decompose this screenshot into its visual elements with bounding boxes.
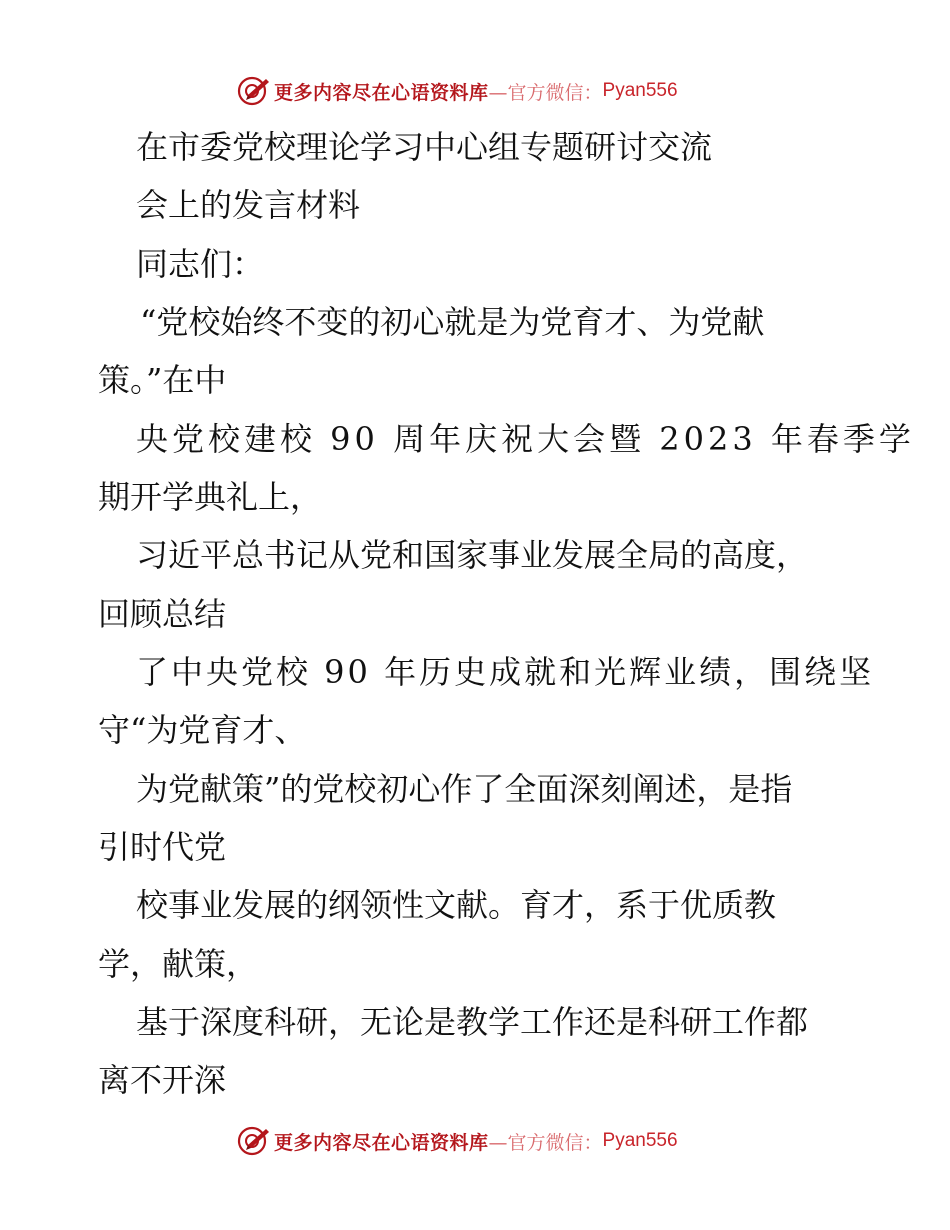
doc-line: 策。”在中: [98, 361, 227, 399]
doc-line: 了中央党校 90 年历史成就和光辉业绩，围绕坚: [136, 653, 875, 691]
pen-logo-icon: [236, 1123, 272, 1159]
doc-line: 学，献策，: [98, 945, 259, 983]
doc-line: 校事业发展的纲领性文献。育才，系于优质教: [136, 886, 777, 924]
doc-line: 引时代党: [98, 828, 227, 866]
pen-logo-icon: [236, 73, 272, 109]
watermark-wechat-id: Pyan556: [602, 1130, 678, 1151]
doc-line: 守“为党育才、: [98, 711, 307, 749]
watermark-separator-text: —官方微信：: [488, 81, 603, 104]
watermark-main-text: 更多内容尽在心语资料库: [274, 81, 489, 104]
doc-line: 回顾总结: [98, 595, 227, 633]
doc-line: 习近平总书记从党和国家事业发展全局的高度，: [136, 536, 809, 574]
watermark-header: [236, 73, 678, 109]
watermark-wechat-id: Pyan556: [602, 80, 678, 101]
watermark-main-text: 更多内容尽在心语资料库: [274, 1131, 489, 1154]
watermark-separator-text: —官方微信：: [488, 1131, 603, 1154]
doc-line: “党校始终不变的初心就是为党育才、为党献: [140, 303, 765, 341]
doc-line: 离不开深: [98, 1061, 227, 1099]
doc-line: 为党献策”的党校初心作了全面深刻阐述，是指: [136, 770, 793, 808]
doc-line: 央党校建校 90 周年庆祝大会暨 2023 年春季学: [136, 420, 915, 458]
watermark-footer: [236, 1123, 678, 1159]
doc-line: 基于深度科研，无论是教学工作还是科研工作都: [136, 1003, 809, 1041]
doc-salutation: 同志们：: [136, 245, 265, 283]
doc-line: 期开学典礼上，: [98, 478, 323, 516]
doc-title-line-1: 在市委党校理论学习中心组专题研讨交流: [136, 128, 713, 166]
doc-title-line-2: 会上的发言材料: [136, 186, 361, 224]
